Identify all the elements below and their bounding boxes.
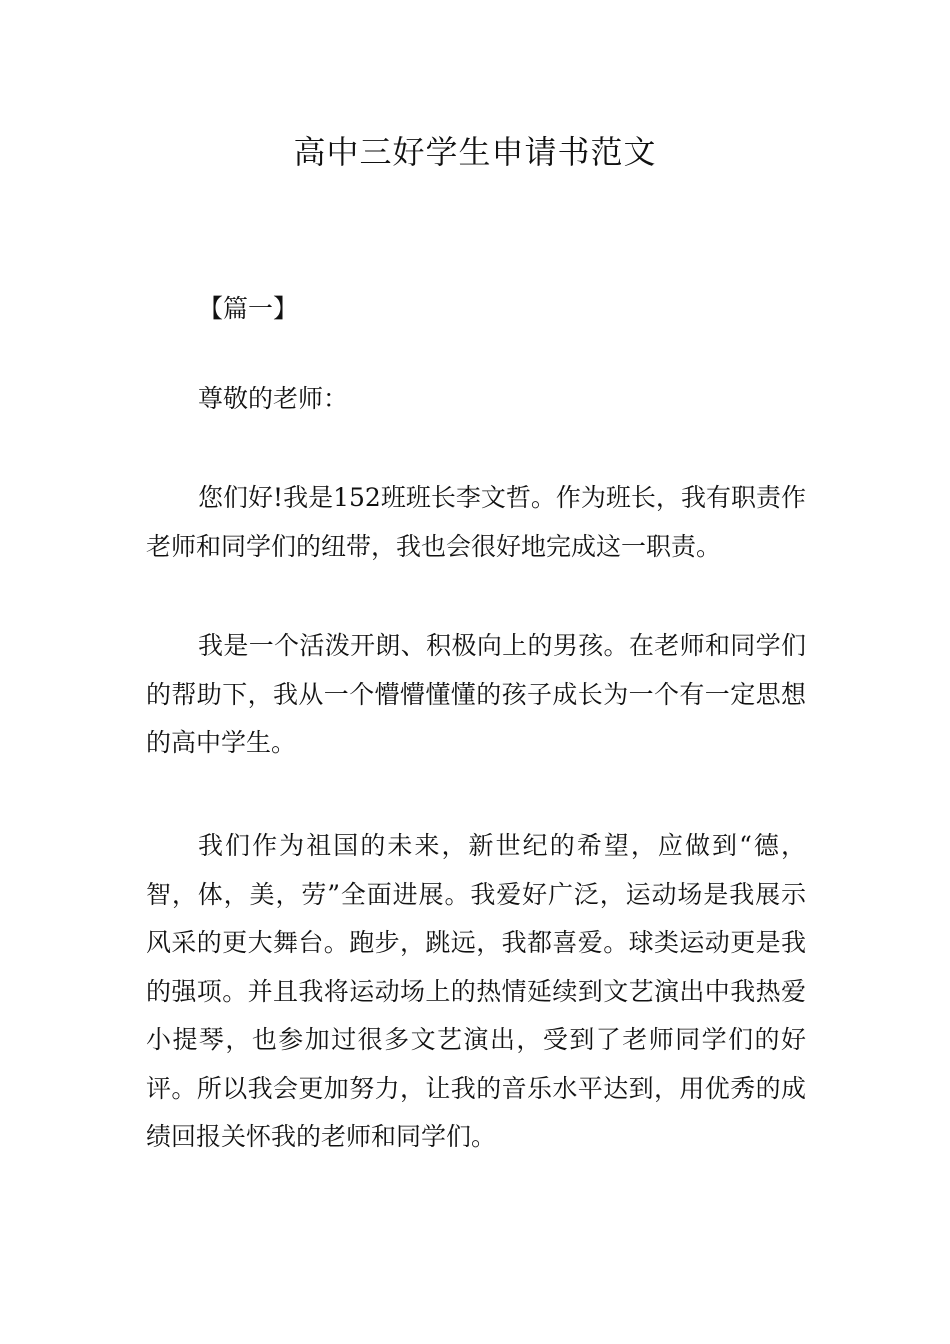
salutation: 尊敬的老师： <box>198 384 349 413</box>
paragraph-1: 您们好!我是152班班长李文哲。作为班长，我有职责作老师和同学们的纽带，我也会很好地完成这一职责。 <box>146 483 806 561</box>
paragraph-3: 我们作为祖国的未来，新世纪的希望，应做到“德，智，体，美，劳”全面进展。我爱好广泛，运动场是我展示风采的更大舞台。跑步，跳远，我都喜爱。球类运动更是我的强项。并且我将运动场上的热情延续到文艺演出中我热爱小提琴，也参加过很多文艺演出，受到了老师同学们的好评。所以我会更加努力，让我的音乐水平达到，用优秀的成绩回报关怀我的老师和同学们。 <box>146 831 806 1151</box>
document-title: 高中三好学生申请书范文 <box>293 133 657 171</box>
section-label: 【篇一】 <box>198 294 299 323</box>
paragraph-2: 我是一个活泼开朗、积极向上的男孩。在老师和同学们的帮助下，我从一个懵懵懂懂的孩子成长为一个有一定思想的高中学生。 <box>146 631 806 757</box>
